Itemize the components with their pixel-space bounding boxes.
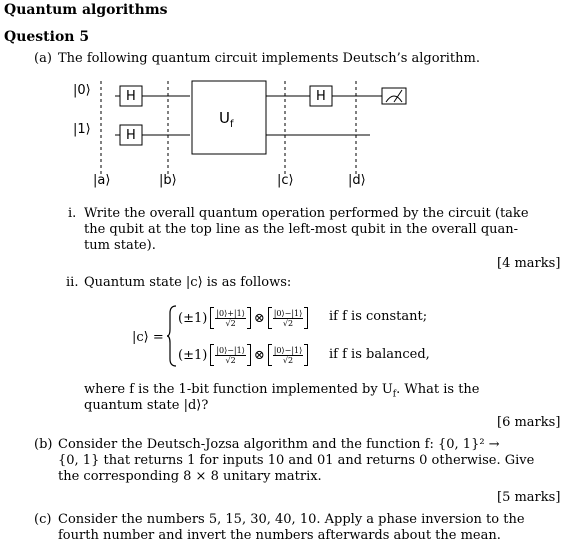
sub-i-marks: [4 marks] <box>497 256 561 271</box>
tensor-1: ⊗ <box>253 310 265 326</box>
part-a-label: (a) <box>34 51 52 66</box>
left-brace <box>166 305 178 367</box>
quantum-circuit-diagram <box>60 76 420 196</box>
part-b-line1: Consider the Deutsch-Jozsa algorithm and the function f: {0, 1}² → <box>58 437 500 452</box>
part-c-line2: fourth number and invert the numbers afterwards about the mean. <box>58 528 501 543</box>
part-b-label: (b) <box>34 437 53 452</box>
input-ket-1: |1⟩ <box>73 122 91 137</box>
bracket-4: $\frac{|0⟩-|1⟩}{√2}$ <box>268 344 309 366</box>
part-b-marks: [5 marks] <box>497 490 561 505</box>
state-row-constant <box>178 307 308 329</box>
part-c-label: (c) <box>34 512 52 527</box>
bracket-3: $\frac{|0⟩-|1⟩}{√2}$ <box>210 344 251 366</box>
h-label-top-right: H <box>316 89 326 104</box>
oracle-label: $U_f$ <box>219 109 234 130</box>
sign-1: (±1) <box>178 310 208 326</box>
sign-2: (±1) <box>178 347 208 363</box>
part-a-text: The following quantum circuit implements Deutsch’s algorithm. <box>58 51 480 66</box>
part-c-line1: Consider the numbers 5, 15, 30, 40, 10. Apply a phase inversion to the <box>58 512 525 527</box>
h-label-bottom: H <box>126 128 136 143</box>
page-title: Quantum algorithms <box>4 2 168 18</box>
cond-balanced: if f is balanced, <box>329 347 430 362</box>
sub-ii-marks: [6 marks] <box>497 415 561 430</box>
state-label-d: |d⟩ <box>348 173 366 188</box>
h-label-top: H <box>126 89 136 104</box>
state-label-c: |c⟩ <box>277 173 294 188</box>
sub-ii-after-line2: quantum state |d⟩? <box>84 398 209 413</box>
sub-i-label: i. <box>68 206 77 221</box>
input-ket-0: |0⟩ <box>73 83 91 98</box>
state-label-b: |b⟩ <box>159 173 177 188</box>
sub-i-line1: Write the overall quantum operation performed by the circuit (take <box>84 206 529 221</box>
sub-ii-label: ii. <box>66 275 79 290</box>
sub-ii-intro: Quantum state |c⟩ is as follows: <box>84 275 292 290</box>
question-label: Question 5 <box>4 29 90 45</box>
part-b-line2: {0, 1} that returns 1 for inputs 10 and 01 and returns 0 otherwise. Give <box>58 453 535 468</box>
sub-i-line2: the qubit at the top line as the left-most qubit in the overall quan- <box>84 222 519 237</box>
sub-ii-after-line1: where f is the 1-bit function implemented by $U_f$. What is the <box>84 382 480 400</box>
cond-constant: if f is constant; <box>329 309 428 324</box>
state-row-balanced <box>178 344 308 366</box>
bracket-1: $\frac{|0⟩+|1⟩}{√2}$ <box>210 307 251 329</box>
sub-i-line3: tum state). <box>84 238 156 253</box>
state-label-a: |a⟩ <box>93 173 111 188</box>
c-equals: |c⟩ = <box>132 330 164 345</box>
part-b-line3: the corresponding 8 × 8 unitary matrix. <box>58 469 322 484</box>
bracket-2: $\frac{|0⟩-|1⟩}{√2}$ <box>268 307 309 329</box>
tensor-2: ⊗ <box>253 347 265 363</box>
